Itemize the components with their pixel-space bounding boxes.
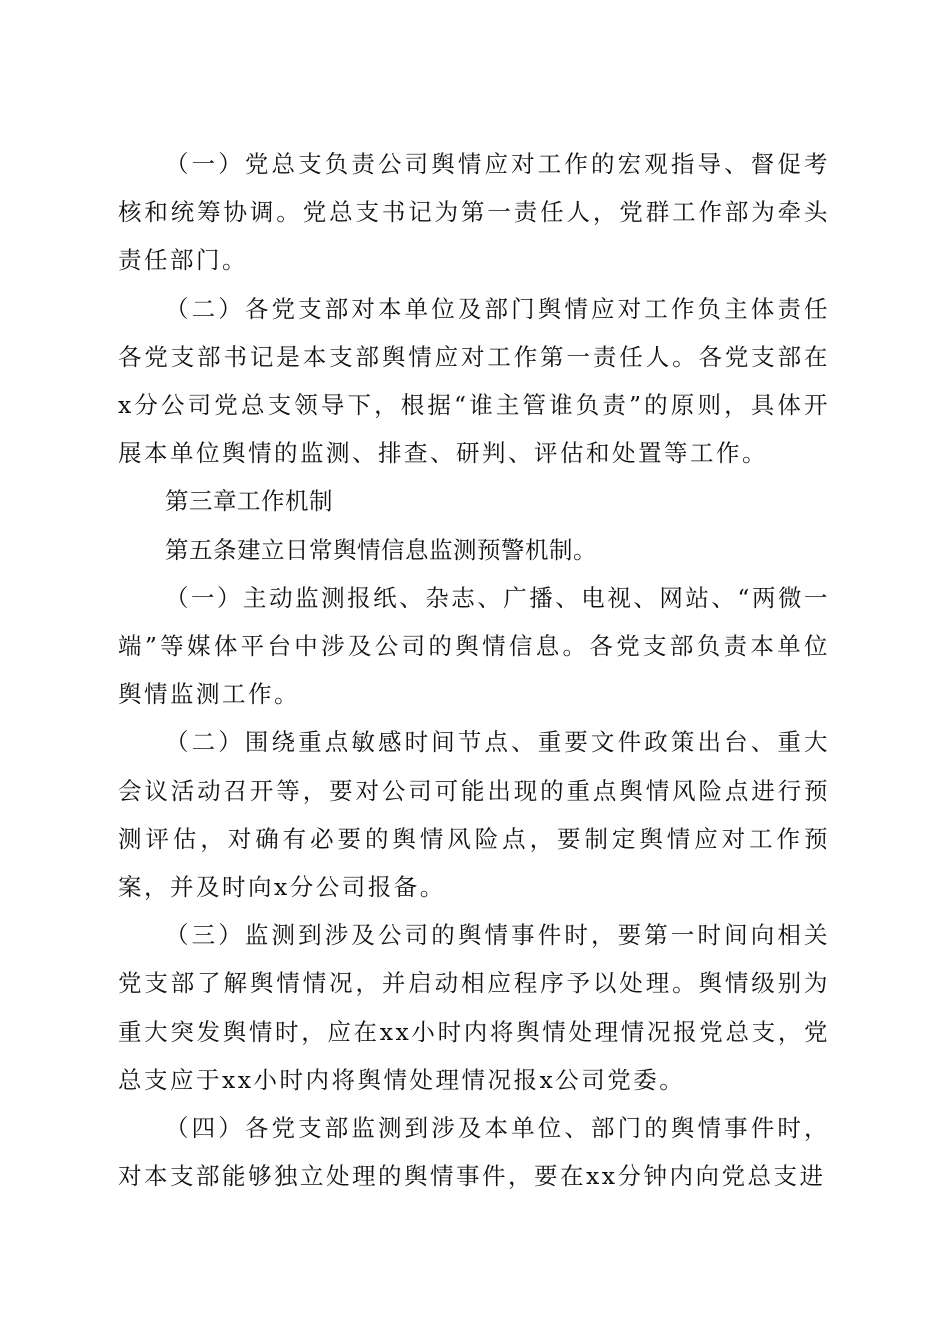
article-heading: 第五条建立日常舆情信息监测预警机制。 (165, 535, 597, 564)
paragraph-branch-reporting: （四）各党支部监测到涉及本单位、部门的舆情事件时，对本支部能够独立处理的舆情事件，要在xx分钟内向党总支进 (118, 1114, 830, 1191)
paragraph-risk-assessment: （二）围绕重点敏感时间节点、重要文件政策出台、重大会议活动召开等，要对公司可能出现的重点舆情风险点进行预测评估，对确有必要的舆情风险点，要制定舆情应对工作预案，并及时向x分公司报备。 (118, 728, 830, 902)
chapter-heading: 第三章工作机制 (165, 487, 333, 516)
paragraph-branch-responsibility: （二）各党支部对本单位及部门舆情应对工作负主体责任各党支部书记是本支部舆情应对工作第一责任人。各党支部在x分公司党总支领导下，根据“谁主管谁负责”的原则，具体开展本单位舆情的监测、排查、研判、评估和处置等工作。 (118, 294, 830, 468)
document-body (118, 140, 830, 1200)
paragraph-active-monitoring: （一）主动监测报纸、杂志、广播、电视、网站、“两微一端”等媒体平台中涉及公司的舆情信息。各党支部负责本单位舆情监测工作。 (118, 583, 830, 709)
paragraph-event-response: （三）监测到涉及公司的舆情事件时，要第一时间向相关党支部了解舆情情况，并启动相应程序予以处理。舆情级别为重大突发舆情时，应在xx小时内将舆情处理情况报党总支，党总支应于xx小时内将舆情处理情况报x公司党委。 (118, 921, 830, 1094)
paragraph-party-branch-duty: （一）党总支负责公司舆情应对工作的宏观指导、督促考核和统筹协调。党总支书记为第一责任人，党群工作部为牵头责任部门。 (118, 150, 830, 275)
